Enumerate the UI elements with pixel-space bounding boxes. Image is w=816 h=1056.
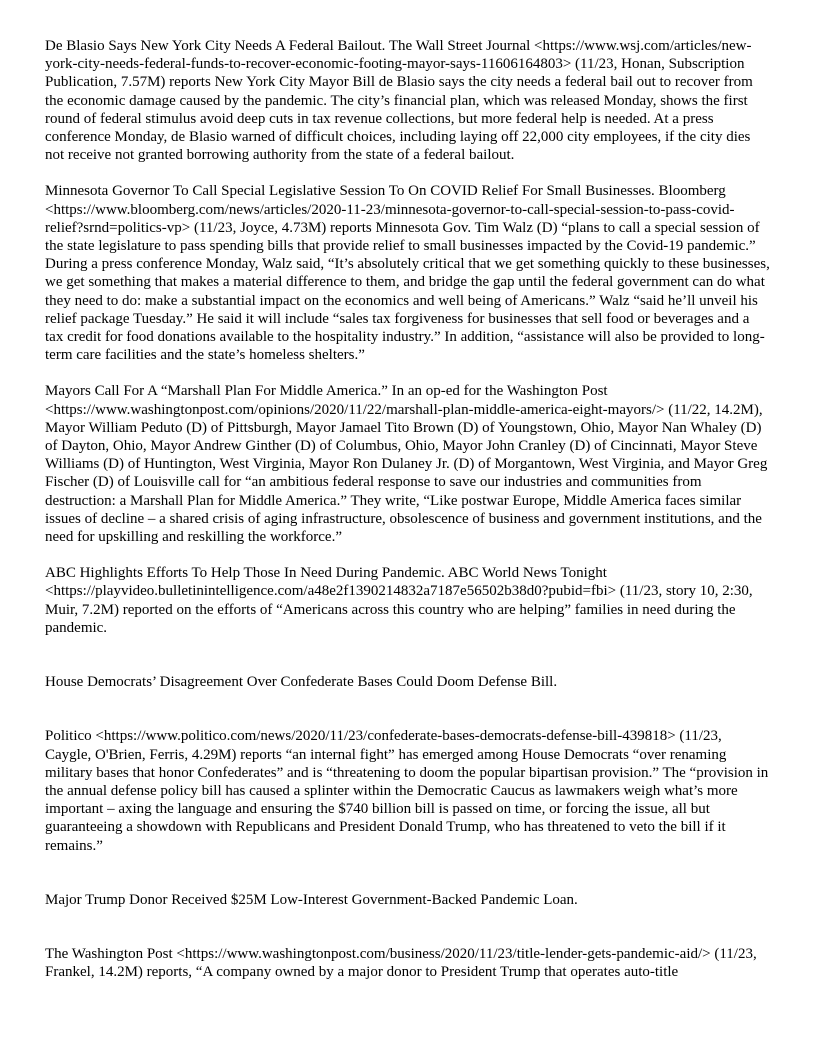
heading-house-democrats-confederate-bases: House Democrats’ Disagreement Over Confederate Bases Could Doom Defense Bill. (45, 674, 558, 691)
paragraph-spacer (45, 637, 771, 673)
heading-trump-donor-loan: Major Trump Donor Received $25M Low-Interest Government-Backed Pandemic Loan. (45, 891, 578, 908)
paragraph-de-blasio-bailout: De Blasio Says New York City Needs A Federal Bailout. The Wall Street Journal <https://www.wsj.com/articles/new-york-city-needs-federal-funds-to-recover-economic-footing-mayor-says-11606164803> (11/23, Honan, Subscription Publication, 7.57M) reports New York City Mayor Bill de Blasio says the city needs a federal bail out to recover from the economic damage caused by the pandemic. The city’s financial plan, which was released Monday, shows the first round of federal stimulus avoid deep cuts in tax revenue collections, but more federal help is needed. At a press conference Monday, de Blasio warned of difficult choices, including laying off 22,000 city employees, if the city dies not receive not granted borrowing authority from the state of a federal bailout. (45, 38, 753, 164)
paragraph-politico-defense-bill: Politico <https://www.politico.com/news/2020/11/23/confederate-bases-democrats-defense-bill-439818> (11/23, Caygle, O'Brien, Ferris, 4.29M) reports “an internal fight” has emerged among House Democrats “over renaming military bases that honor Confederates” and is “threatening to doom the popular bipartisan provision.” The “provision in the annual defense policy bill has caused a splinter within the Democratic Caucus as lawmakers weigh what’s more important – axing the language and ensuring the $740 billion bill is passed on time, or forcing the issue, all but guaranteeing a showdown with Republicans and President Donald Trump, who has threatened to veto the bill if it remains.” (45, 728, 769, 854)
paragraph-washington-post-title-lender: The Washington Post <https://www.washingtonpost.com/business/2020/11/23/title-lender-gets-pandemic-aid/> (11/23, Frankel, 14.2M) reports, “A company owned by a major donor to President Trump that operates auto-title (45, 945, 757, 981)
paragraph-spacer (45, 909, 771, 945)
paragraph-abc-highlights: ABC Highlights Efforts To Help Those In Need During Pandemic. ABC World News Tonight <https://playvideo.bulletinintelligence.com/a48e2f1390214832a7187e56502b38d0?pubid=fbi> (11/23, story 10, 2:30, Muir, 7.2M) reported on the efforts of “Americans across this country who are helping” families in need during the pandemic. (45, 565, 753, 636)
paragraph-spacer (45, 364, 771, 382)
paragraph-spacer (45, 855, 771, 891)
paragraph-spacer (45, 546, 771, 564)
paragraph-spacer (45, 164, 771, 182)
paragraph-spacer (45, 691, 771, 727)
document-page (45, 37, 771, 981)
paragraph-minnesota-special-session: Minnesota Governor To Call Special Legislative Session To On COVID Relief For Small Businesses. Bloomberg <https://www.bloomberg.com/news/articles/2020-11-23/minnesota-governor-to-call-special-session-to-pass-covid-relief?srnd=politics-vp> (11/23, Joyce, 4.73M) reports Minnesota Gov. Tim Walz (D) “plans to call a special session of the state legislature to pass spending bills that provide relief to small businesses impacted by the Covid-19 pandemic.” During a press conference Monday, Walz said, “It’s absolutely critical that we get something quickly to these businesses, we get something that makes a material difference to them, and bridge the gap until the federal government can do what they need to do: make a substantial impact on the economics and well being of Americans.” Walz “said he’ll unveil his relief package Tuesday.” He said it will include “sales tax forgiveness for businesses that sell food or beverages and a tax credit for food donations available to the hospitality industry.” In addition, “assistance will also be provided to long-term care facilities and the state’s homeless shelters.” (45, 183, 770, 364)
paragraph-mayors-marshall-plan: Mayors Call For A “Marshall Plan For Middle America.” In an op-ed for the Washington Post <https://www.washingtonpost.com/opinions/2020/11/22/marshall-plan-middle-america-eight-mayors/> (11/22, 14.2M), Mayor William Peduto (D) of Pittsburgh, Mayor Jamael Tito Brown (D) of Youngstown, Ohio, Mayor Nan Whaley (D) of Dayton, Ohio, Mayor Andrew Ginther (D) of Columbus, Ohio, Mayor John Cranley (D) of Cincinnati, Mayor Steve Williams (D) of Huntington, West Virginia, Mayor Ron Dulaney Jr. (D) of Morgantown, West Virginia, and Mayor Greg Fischer (D) of Louisville call for “an ambitious federal response to save our industries and communities from destruction: a Marshall Plan for Middle America.” They write, “Like postwar Europe, Middle America faces similar issues of decline – a shared crisis of aging infrastructure, obsolescence of business and government institutions, and the need for upskilling and reskilling the workforce.” (45, 383, 768, 546)
